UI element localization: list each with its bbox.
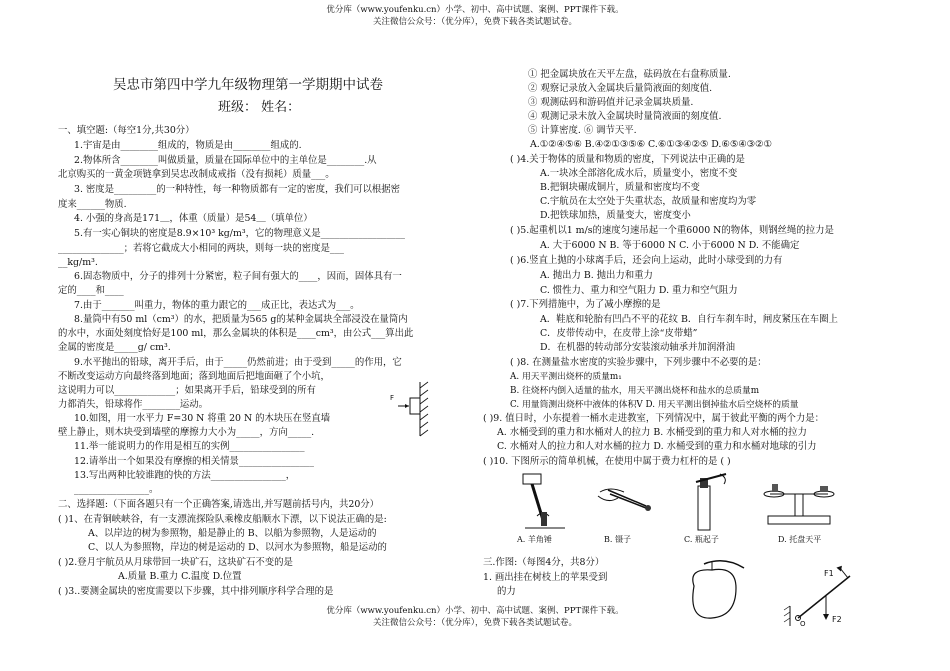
- balance-scale-picture: [760, 472, 838, 534]
- choice-options: D．在机器的转动部分安装滚动轴承并加润滑油: [540, 342, 736, 353]
- question-line: 5.有一实心铜块的密度是8.9×10³ kg/m³，它的物理意义是__________________: [74, 228, 405, 239]
- choice-question: ( )10. 下图所示的简单机械，在使用中属于费力杠杆的是 ( ): [483, 456, 731, 467]
- question-line: 度来______物质.: [58, 199, 127, 210]
- question-line: 9.水平抛出的铅球，离开手后，由于_____仍然前进；由于受到_____的作用，它: [74, 357, 402, 368]
- question-line: 6.固态物质中，分子的排列十分紧密，粒子间有强大的____，因而，固体具有一: [74, 271, 402, 282]
- question-line: 不断改变运动方向最终落到地面；落到地面后把地面砸了个小坑，: [58, 371, 330, 382]
- question-line: 4. 小强的身高是171＿，体重（质量）是54＿（填单位）: [74, 213, 313, 224]
- question-line: ________________。: [74, 484, 159, 495]
- tweezers-picture: [594, 472, 664, 534]
- header-line-2: 关注微信公众号：（优分库），免费下载各类试题试卷。: [372, 17, 577, 27]
- header-line-1: 优分库（www.youfenku.cn）小学、初中、高中试题、案例、PPT课件下载。: [326, 5, 624, 15]
- question-line: 北京购买的一黄金项链拿到吴忠改制成戒指（没有损耗）质量___。: [58, 169, 335, 180]
- choice-question: ( )7.下列措施中，为了减小摩擦的是: [510, 299, 661, 310]
- choice-options: B.把铜块碾成铜片，质量和密度均不变: [540, 182, 700, 193]
- force-label: F: [390, 394, 395, 402]
- page-header: [0, 4, 950, 28]
- choice-options: C. 惯性力、重力和空气阻力 D. 重力和空气阻力: [540, 285, 738, 296]
- choice-question: ( )3..要测金属块的密度需要以下步骤，其中排列顺序科学合理的是: [58, 586, 334, 597]
- choice-question: ( )2.登月宇航员从月球带回一块矿石，这块矿石不变的是: [58, 557, 293, 568]
- choice-options: A．鞋底和轮胎有凹凸不平的花纹 B．自行车刹车时，闸皮紧压在车圈上: [540, 314, 838, 325]
- question-line: 11.举一能说明力的作用是相互的实例________________: [74, 441, 305, 452]
- tool-label-c: C. 瓶起子: [684, 535, 719, 544]
- question-line: ______________；若将它截成大小相同的两块，则每一块的密度是___: [58, 243, 344, 254]
- section-3-heading: 三.作图:（每图4分，共8分）: [483, 557, 605, 568]
- choice-question: ( )8. 在测量盐水密度的实验步骤中，下列步骤中不必要的是：: [510, 357, 767, 368]
- question-line: 定的____和____: [58, 285, 124, 296]
- footer-line-1: 优分库（www.youfenku.cn）小学、初中、高中试题、案例、PPT课件下载。: [326, 606, 624, 616]
- choice-options: B. 往烧杯内倒入适量的盐水，用天平测出烧杯和盐水的总质量m: [510, 386, 760, 396]
- drawing-question: 的力: [497, 586, 516, 597]
- choice-question: ( )1、在青铜峡峡谷，有一支漂流探险队乘橡皮船顺水下漂，以下说法正确的是:: [58, 514, 387, 525]
- class-name-line: 班级： 姓名：: [218, 100, 301, 115]
- bottle-opener-picture: [676, 472, 736, 534]
- question-line: 2.物体所含________叫做质量，质量在国际单位中的主单位是________.从: [74, 155, 377, 166]
- choice-question: ( )4.关于物体的质量和物质的密度，下列说法中正确的是: [510, 154, 745, 165]
- question-line: 13.写出两种比较谁跑的快的方法________________，: [74, 470, 296, 481]
- section-1-heading: 一、填空题:（每空1分,共30分）: [58, 125, 195, 136]
- question-line: 壁上静止，则木块受到墙壁的摩擦力大小为_____，方向_____.: [58, 427, 315, 438]
- question-line: __kg/m³.: [58, 257, 98, 268]
- choice-question: ( )9. 值日时，小东提着一桶水走进教室，下列情况中，属于彼此平衡的两个力是：: [483, 413, 824, 424]
- choice-options: C. 用量筒测出烧杯中液体的体积V D. 用天平测出倒掉盐水后空烧杯的质量: [510, 400, 799, 410]
- step-line: ② 观察记录放入金属块后量筒液面的刻度值.: [528, 83, 713, 94]
- question-line: 金属的密度是_____g/ cm³.: [58, 342, 171, 353]
- choice-options: A. 水桶受到的重力和水桶对人的拉力 B. 水桶受到的重力和人对水桶的拉力: [497, 427, 807, 438]
- choice-options: A. 大于6000 N B. 等于6000 N C. 小于6000 N D. 不能确定: [540, 240, 800, 251]
- question-line: 8.量筒中有50 ml（cm³）的水，把质量为565 g的某种金属块全部浸没在量筒内: [74, 314, 408, 325]
- question-line: 1.宇宙是由________组成的，物质是由________组成的.: [74, 140, 302, 151]
- force-label-f2: F2: [832, 615, 842, 624]
- drawing-question: 1. 画出挂在树枝上的苹果受到: [483, 572, 608, 583]
- choice-options: C.宇航员在太空处于失重状态，故质量和密度均为零: [540, 196, 757, 207]
- question-line: 这说明力可以_____________；如果离开手后，铅球受到的所有: [58, 385, 316, 396]
- wall-block-figure: [388, 380, 440, 438]
- tool-label-b: B. 镊子: [604, 535, 631, 544]
- choice-options: C. 水桶对人的拉力和人对水桶的拉力 D. 水桶受到的重力和水桶对地球的引力: [497, 441, 817, 452]
- choice-options: D.把铁球加热，质量变大，密度变小: [540, 210, 691, 221]
- question-line: 7.由于_______叫重力，物体的重力跟它的___成正比，表达式为___。: [74, 300, 360, 311]
- question-line: 力都消失，铅球将作________运动。: [58, 399, 209, 410]
- step-line: ⑤ 计算密度. ⑥ 调节天平.: [528, 125, 637, 136]
- pivot-label-o: O: [800, 620, 806, 626]
- question-line: 10.如图，用一水平力 F=30 N 将重 20 N 的木块压在竖直墙: [74, 413, 331, 424]
- choice-options: A. 抛出力 B. 抛出力和重力: [540, 270, 653, 281]
- choice-options: C．皮带传动中，在皮带上涂“皮带蜡”: [540, 328, 698, 339]
- exam-title: 吴忠市第四中学九年级物理第一学期期中试卷: [113, 77, 383, 93]
- step-line: ③ 观测砝码和游码值并记录金属块质量.: [528, 97, 694, 108]
- footer-line-2: 关注微信公众号：（优分库），免费下载各类试题试卷。: [372, 618, 577, 628]
- step-line: ④ 观测记录未放入金属块时量筒液面的刻度值.: [528, 111, 722, 122]
- force-label-f1: F1: [824, 569, 834, 578]
- step-line: ① 把金属块放在天平左盘，砝码放在右盘称质量.: [528, 69, 731, 80]
- claw-hammer-picture: [515, 472, 577, 534]
- choice-question: ( )6.竖直上抛的小球离手后，还会向上运动，此时小球受到的力有: [510, 255, 783, 266]
- choice-options: A.一块冰全部溶化成水后，质量变小，密度不变: [540, 168, 738, 179]
- page-footer: [0, 605, 950, 629]
- choice-options: A. 用天平测出烧杯的质量m₁: [510, 372, 622, 382]
- question-line: 3. 密度是_________的一种特性，每一种物质都有一定的密度，我们可以根据密: [74, 184, 400, 195]
- tool-label-a: A. 羊角锤: [517, 535, 552, 544]
- choice-question: ( )5.起重机以1 m/s的速度匀速吊起一个重6000 N的物体，则钢丝绳的拉力是: [510, 225, 834, 236]
- question-line: 12.请举出一个如果没有摩擦的相关情景________________: [74, 456, 314, 467]
- choice-options: C、以人为参照物，岸边的树是运动的 D、以河水为参照物，船是运动的: [88, 542, 387, 553]
- choice-options: A、以岸边的树为参照物，船是静止的 B、以船为参照物，人是运动的: [88, 528, 377, 539]
- section-2-heading: 二、选择题:（下面各题只有一个正确答案,请选出,并写题前括号内，共20分）: [58, 499, 380, 510]
- choice-options: A.质量 B.重力 C.温度 D.位置: [118, 571, 242, 582]
- tool-label-d: D. 托盘天平: [778, 535, 822, 544]
- question-line: 的水中，水面处刻度恰好是100 ml，那么金属块的体积是____cm³，由公式___算出此: [58, 328, 414, 339]
- choice-options: A.①②④⑤⑥ B.④②①③⑤⑥ C.⑥①③④②⑤ D.⑥⑤④③②①: [530, 139, 772, 150]
